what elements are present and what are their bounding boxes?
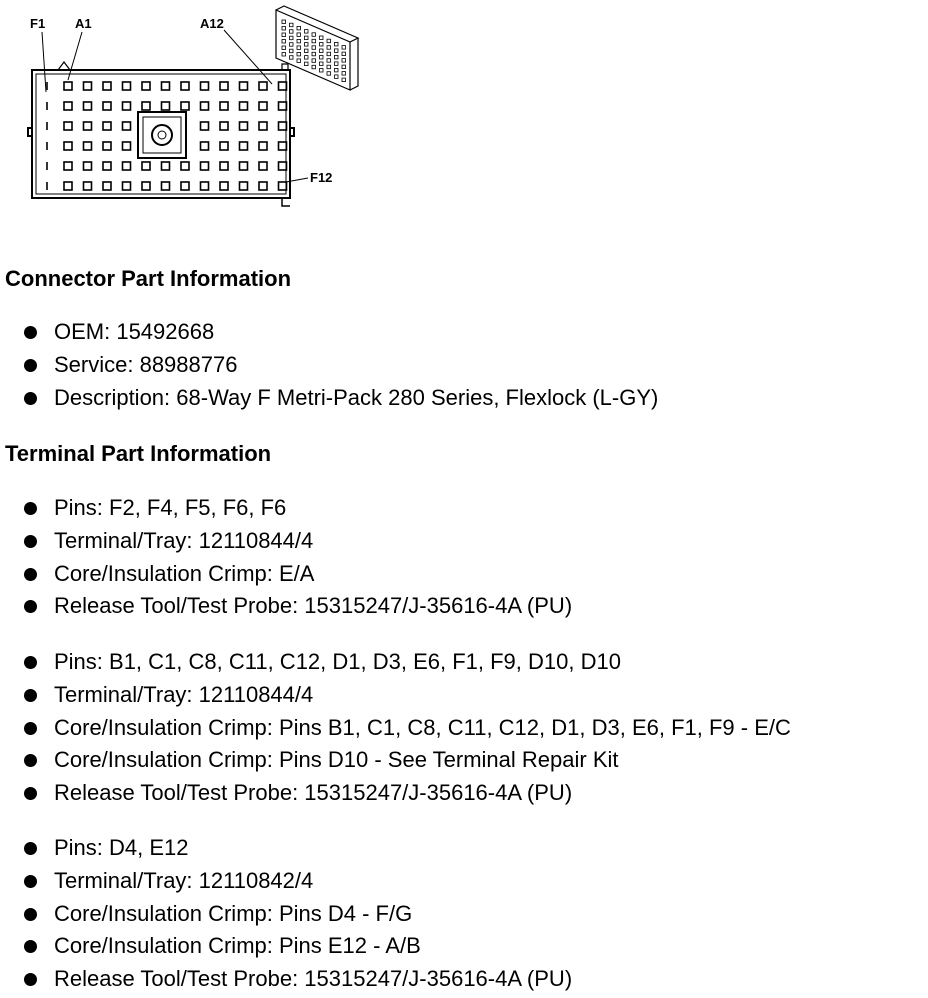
thumbnail-cavity bbox=[342, 78, 346, 82]
cavity bbox=[103, 142, 111, 150]
cavity bbox=[162, 82, 170, 90]
cavity bbox=[162, 182, 170, 190]
list-item bbox=[0, 349, 658, 382]
thumbnail-cavity bbox=[327, 46, 331, 50]
list-item-text: Terminal/Tray: 12110844/4 bbox=[54, 527, 314, 553]
cavity bbox=[123, 182, 131, 190]
cavity bbox=[259, 162, 267, 170]
cavity bbox=[259, 182, 267, 190]
thumbnail-cavity bbox=[342, 46, 346, 50]
list-item-text: Description: 68-Way F Metri-Pack 280 Series, Flexlock (L-GY) bbox=[54, 384, 659, 410]
cavity bbox=[162, 162, 170, 170]
thumbnail-cavity bbox=[327, 52, 331, 56]
cavity bbox=[84, 182, 92, 190]
cavity bbox=[103, 122, 111, 130]
cavity bbox=[181, 82, 189, 90]
bullet-icon bbox=[24, 754, 37, 767]
thumbnail-cavity bbox=[290, 56, 294, 60]
terminal-group-list bbox=[0, 832, 572, 996]
list-item bbox=[0, 777, 791, 810]
list-item-text: Release Tool/Test Probe: 15315247/J-35616-4A (PU) bbox=[54, 966, 573, 992]
list-item bbox=[0, 832, 572, 865]
thumbnail-cavity bbox=[335, 55, 339, 59]
bullet-icon bbox=[24, 535, 37, 548]
cavity bbox=[279, 82, 287, 90]
cavity bbox=[64, 122, 72, 130]
cavity bbox=[84, 162, 92, 170]
list-item bbox=[0, 865, 572, 898]
thumbnail-cavity bbox=[335, 62, 339, 66]
thumbnail-cavity bbox=[297, 52, 301, 56]
bullet-icon bbox=[24, 842, 37, 855]
thumbnail-cavity bbox=[320, 56, 324, 60]
bullet-icon bbox=[24, 689, 37, 702]
list-item bbox=[0, 930, 572, 963]
cavity bbox=[103, 82, 111, 90]
thumbnail-cavity bbox=[335, 42, 339, 46]
list-item-text: Pins: D4, E12 bbox=[54, 835, 189, 860]
cavity bbox=[103, 162, 111, 170]
cavity-grid bbox=[47, 82, 287, 190]
thumbnail-cavity bbox=[297, 46, 301, 50]
list-item bbox=[0, 679, 791, 712]
list-item-text: OEM: 15492668 bbox=[54, 319, 215, 344]
cavity bbox=[64, 162, 72, 170]
list-item-text: Service: 88988776 bbox=[54, 351, 238, 377]
list-item bbox=[0, 492, 572, 525]
connector-face-diagram bbox=[0, 0, 370, 220]
thumbnail-cavity bbox=[320, 49, 324, 53]
cavity bbox=[279, 162, 287, 170]
cavity bbox=[201, 142, 209, 150]
thumbnail-cavity bbox=[297, 33, 301, 37]
cavity bbox=[142, 182, 150, 190]
cavity bbox=[240, 102, 248, 110]
bullet-icon bbox=[24, 973, 37, 986]
cavity bbox=[123, 162, 131, 170]
cavity bbox=[123, 82, 131, 90]
cavity bbox=[84, 82, 92, 90]
connector-info-heading: Connector Part Information bbox=[5, 266, 292, 291]
thumbnail-cavity bbox=[327, 72, 331, 76]
list-item-text: Pins: F2, F4, F5, F6, F6 bbox=[54, 495, 287, 520]
cavity bbox=[181, 102, 189, 110]
thumbnail-cavity bbox=[342, 52, 346, 56]
leader-lines bbox=[42, 30, 308, 182]
thumbnail-cavity bbox=[282, 53, 286, 57]
thumbnail-cavity bbox=[320, 69, 324, 73]
thumbnail-cavity bbox=[282, 40, 286, 44]
center-post bbox=[138, 112, 186, 158]
thumbnail-cavity bbox=[327, 59, 331, 63]
list-item bbox=[0, 558, 572, 591]
thumbnail-cavity bbox=[312, 52, 316, 56]
thumbnail-cavity bbox=[290, 36, 294, 40]
thumbnail-cavity bbox=[342, 65, 346, 69]
list-item bbox=[0, 382, 658, 415]
connector-thumbnail bbox=[276, 6, 358, 90]
list-item-text: Core/Insulation Crimp: Pins B1, C1, C8, C11, C12, D1, D3, E6, F1, F9 - E/C bbox=[54, 714, 791, 740]
cavity bbox=[181, 162, 189, 170]
thumbnail-cavity bbox=[342, 59, 346, 63]
thumbnail-cavity bbox=[290, 23, 294, 27]
thumbnail-cavity bbox=[327, 39, 331, 43]
list-item-text: Core/Insulation Crimp: Pins E12 - A/B bbox=[54, 933, 421, 959]
list-item-text: Release Tool/Test Probe: 15315247/J-35616-4A (PU) bbox=[54, 780, 573, 806]
cavity bbox=[240, 182, 248, 190]
cavity bbox=[220, 82, 228, 90]
terminal-group-list bbox=[0, 646, 791, 810]
thumbnail-cavity bbox=[305, 30, 309, 33]
thumbnail-cavity bbox=[312, 33, 316, 37]
thumbnail-cavity bbox=[282, 20, 286, 24]
label-f1: F1 bbox=[30, 16, 46, 31]
list-item-text: Terminal/Tray: 12110844/4 bbox=[54, 681, 314, 707]
list-item-text: Core/Insulation Crimp: Pins D10 - See Terminal Repair Kit bbox=[54, 747, 619, 773]
list-item bbox=[0, 898, 572, 931]
thumbnail-cavity bbox=[335, 75, 339, 79]
terminal-info-heading: Terminal Part Information bbox=[5, 441, 272, 466]
cavity bbox=[259, 82, 267, 90]
cavity bbox=[259, 102, 267, 110]
thumbnail-cavity bbox=[305, 36, 309, 40]
bullet-icon bbox=[24, 359, 37, 372]
cavity bbox=[181, 182, 189, 190]
bullet-icon bbox=[24, 568, 37, 581]
cavity bbox=[240, 162, 248, 170]
cavity bbox=[142, 82, 150, 90]
bullet-icon bbox=[24, 326, 37, 339]
bullet-icon bbox=[24, 502, 37, 515]
thumbnail-cavity bbox=[290, 30, 294, 34]
thumbnail-cavity bbox=[290, 49, 294, 53]
thumbnail-cavity bbox=[320, 62, 324, 66]
thumbnail-cavity bbox=[312, 65, 316, 69]
cavity bbox=[64, 102, 72, 110]
cavity bbox=[220, 142, 228, 150]
cavity bbox=[220, 182, 228, 190]
cavity bbox=[123, 142, 131, 150]
thumbnail-cavity bbox=[305, 62, 309, 66]
connector-info-list bbox=[0, 316, 658, 414]
thumbnail-cavity bbox=[312, 39, 316, 43]
cavity bbox=[64, 82, 72, 90]
thumbnail-cavity bbox=[335, 68, 339, 72]
cavity bbox=[201, 182, 209, 190]
thumbnail-cavity bbox=[282, 33, 286, 37]
thumbnail-cavity bbox=[320, 36, 324, 40]
list-item bbox=[0, 316, 658, 349]
list-item-text: Pins: B1, C1, C8, C11, C12, D1, D3, E6, F1, F9, D10, D10 bbox=[54, 649, 621, 674]
cavity bbox=[201, 82, 209, 90]
cavity bbox=[123, 102, 131, 110]
list-item bbox=[0, 963, 572, 996]
list-item-text: Terminal/Tray: 12110842/4 bbox=[54, 867, 314, 893]
thumbnail-cavity bbox=[282, 27, 286, 31]
cavity bbox=[142, 162, 150, 170]
thumbnail-cavity bbox=[297, 26, 301, 30]
bullet-icon bbox=[24, 940, 37, 953]
cavity bbox=[84, 102, 92, 110]
cavity bbox=[84, 122, 92, 130]
thumbnail-cavity bbox=[305, 49, 309, 53]
cavity bbox=[84, 142, 92, 150]
cavity bbox=[103, 102, 111, 110]
cavity bbox=[240, 82, 248, 90]
bullet-icon bbox=[24, 787, 37, 800]
list-item-text: Release Tool/Test Probe: 15315247/J-35616-4A (PU) bbox=[54, 593, 573, 619]
terminal-group-list bbox=[0, 492, 572, 623]
cavity bbox=[123, 122, 131, 130]
list-item bbox=[0, 712, 791, 745]
thumbnail-cavity bbox=[312, 46, 316, 50]
cavity bbox=[220, 122, 228, 130]
thumbnail-cavity bbox=[282, 46, 286, 50]
bullet-icon bbox=[24, 392, 37, 405]
cavity bbox=[64, 142, 72, 150]
thumbnail-cavity bbox=[305, 43, 309, 47]
cavity bbox=[279, 102, 287, 110]
cavity bbox=[279, 142, 287, 150]
thumbnail-cavity bbox=[335, 49, 339, 53]
thumbnail-cavity bbox=[305, 56, 309, 60]
cavity bbox=[64, 182, 72, 190]
bullet-icon bbox=[24, 656, 37, 669]
cavity bbox=[201, 102, 209, 110]
cavity bbox=[279, 182, 287, 190]
label-a12: A12 bbox=[200, 16, 224, 31]
thumbnail-cavity bbox=[312, 59, 316, 63]
thumbnail-cavity bbox=[297, 59, 301, 63]
cavity bbox=[259, 142, 267, 150]
cavity bbox=[279, 122, 287, 130]
cavity bbox=[240, 142, 248, 150]
list-item-text: Core/Insulation Crimp: E/A bbox=[54, 560, 315, 586]
thumbnail-cavity bbox=[290, 43, 294, 47]
bullet-icon bbox=[24, 722, 37, 735]
list-item-text: Core/Insulation Crimp: Pins D4 - F/G bbox=[54, 900, 413, 926]
label-a1: A1 bbox=[75, 16, 92, 31]
cavity bbox=[103, 182, 111, 190]
list-item bbox=[0, 525, 572, 558]
thumbnail-cavity bbox=[320, 43, 324, 47]
label-f12: F12 bbox=[310, 170, 333, 185]
cavity bbox=[142, 102, 150, 110]
list-item bbox=[0, 646, 791, 679]
bullet-icon bbox=[24, 875, 37, 888]
cavity bbox=[220, 102, 228, 110]
list-item bbox=[0, 590, 572, 623]
thumbnail-cavity bbox=[297, 39, 301, 43]
cavity bbox=[162, 102, 170, 110]
thumbnail-cavity bbox=[327, 65, 331, 69]
cavity bbox=[220, 162, 228, 170]
cavity bbox=[201, 122, 209, 130]
list-item bbox=[0, 744, 791, 777]
bullet-icon bbox=[24, 908, 37, 921]
cavity bbox=[201, 162, 209, 170]
bullet-icon bbox=[24, 600, 37, 613]
cavity bbox=[240, 122, 248, 130]
thumbnail-cavity bbox=[342, 72, 346, 76]
cavity bbox=[259, 122, 267, 130]
